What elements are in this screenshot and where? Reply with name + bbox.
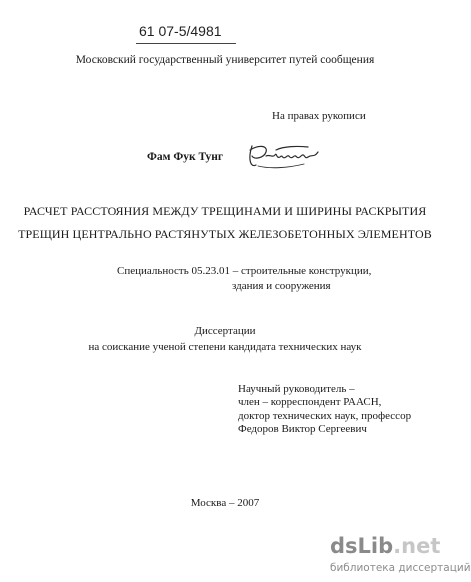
supervisor-line-2: член – корреспондент РААСН, (238, 396, 382, 408)
supervisor-line-3: доктор технических наук, профессор (238, 410, 412, 422)
city-year: Москва – 2007 (190, 497, 260, 509)
code-underline (136, 43, 236, 44)
document-code: 61 07-5/4981 (139, 23, 222, 39)
signature-image (246, 138, 326, 172)
dissertation-purpose: на соискание ученой степени кандидата технических наук (88, 341, 362, 353)
logo-name-main: dsLib (330, 534, 394, 558)
logo-name-tld: .net (393, 534, 441, 558)
supervisor-line-1: Научный руководитель – (238, 383, 355, 395)
title-line-2: ТРЕЩИН ЦЕНТРАЛЬНО РАСТЯНУТЫХ ЖЕЛЕЗОБЕТОННЫХ ЭЛЕМЕНТОВ (18, 227, 432, 241)
manuscript-rights-note: На правах рукописи (272, 110, 366, 122)
supervisor-name: Федоров Виктор Сергеевич (238, 423, 367, 435)
specialty-line-2: здания и сооружения (232, 280, 331, 292)
author-name: Фам Фук Тунг (147, 151, 224, 163)
logo-subtitle: библиотека диссертаций (330, 562, 471, 574)
title-line-1: РАСЧЕТ РАССТОЯНИЯ МЕЖДУ ТРЕЩИНАМИ И ШИРИНЫ РАСКРЫТИЯ (23, 204, 427, 218)
specialty-line-1: Специальность 05.23.01 – строительные конструкции, (117, 265, 372, 277)
university-name: Московский государственный университет путей сообщения (75, 54, 375, 66)
dslib-watermark-logo[interactable] (330, 534, 471, 578)
dissertation-label: Диссертации (194, 325, 256, 337)
logo-name (330, 534, 440, 558)
